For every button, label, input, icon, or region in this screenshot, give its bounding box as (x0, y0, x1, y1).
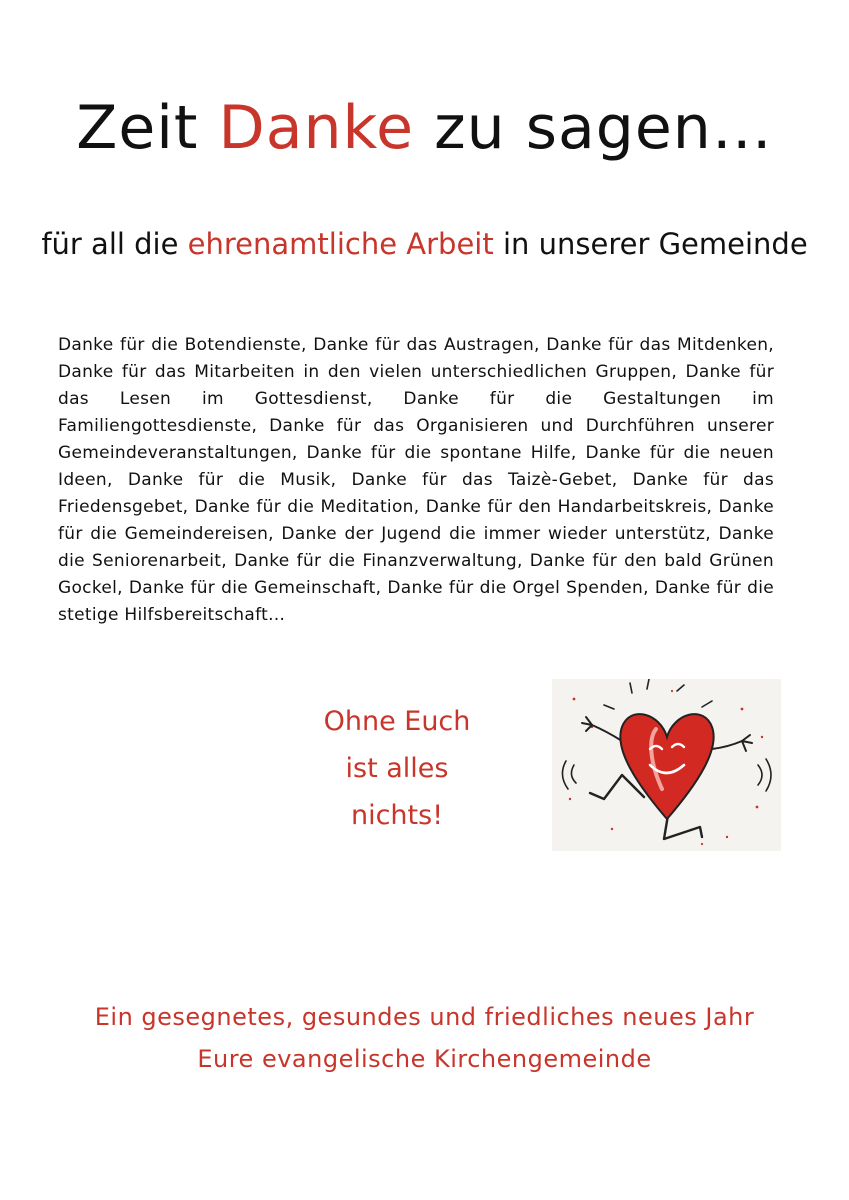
closing-line-2: Eure evangelische Kirchengemeinde (197, 1045, 652, 1073)
title-accent: Danke (218, 93, 415, 163)
closing-line-1: Ein gesegnetes, gesundes und friedliches neues Jahr (94, 1003, 755, 1031)
subtitle-part-1: für all die (41, 227, 188, 261)
dancing-heart-icon (552, 679, 781, 851)
title-part-1: Zeit (76, 93, 219, 163)
closing-greeting (0, 996, 849, 1080)
subtitle (0, 222, 849, 266)
subtitle-accent: ehrenamtliche Arbeit (187, 227, 494, 261)
title-part-2: zu sagen… (414, 93, 773, 163)
slogan-line-2: ist alles (345, 753, 449, 784)
page-title (0, 88, 849, 168)
slogan (282, 698, 512, 839)
thanks-paragraph: Danke für die Botendienste, Danke für das Austragen, Danke für das Mitdenken, Danke für das Mitarbeiten in den vielen unterschiedlichen Gruppen, Danke für das Lesen im Gottesdienst, Danke für die Gestaltungen im Familiengottesdienste, Danke für das Organisieren und Durchführen unserer Gemeindeveranstaltungen, Danke für die spontane Hilfe, Danke für die neuen Ideen, Danke für die Musik, Danke für das Taizè-Gebet, Danke für das Friedensgebet, Danke für die Meditation, Danke für den Handarbeitskreis, Danke für die Gemeindereisen, Danke der Jugend die immer wieder unterstütz, Danke die Seniorenarbeit, Danke für die Finanzverwaltung, Danke für den bald Grünen Gockel, Danke für die Gemeinschaft, Danke für die Orgel Spenden, Danke für die stetige Hilfsbereitschaft… (58, 335, 774, 625)
slogan-line-3: nichts! (350, 800, 444, 831)
subtitle-part-2: in unserer Gemeinde (493, 227, 808, 261)
slogan-line-1: Ohne Euch (323, 706, 471, 737)
